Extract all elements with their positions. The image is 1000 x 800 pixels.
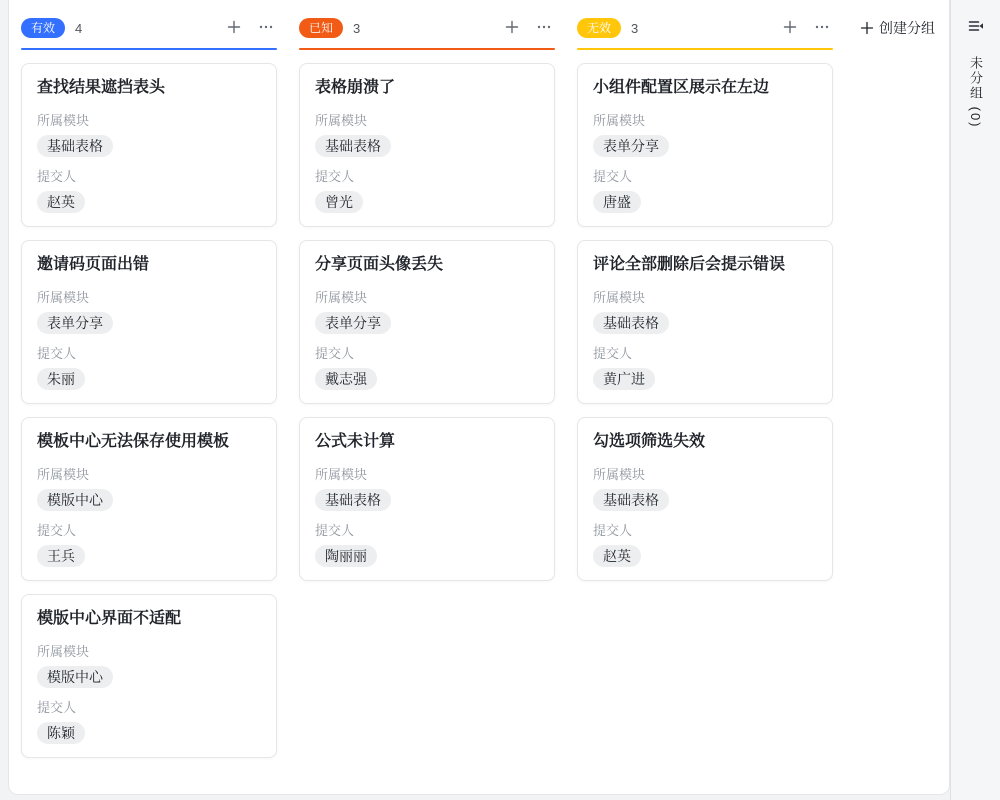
ellipsis-icon <box>258 19 274 38</box>
card-title: 查找结果遮挡表头 <box>37 79 166 96</box>
card-title: 邀请码页面出错 <box>37 256 150 273</box>
add-record-button[interactable] <box>223 17 245 39</box>
group-status-badge[interactable]: 有效 <box>21 18 65 38</box>
group-color-bar <box>577 48 833 50</box>
module-field-label: 所属模块 <box>593 467 646 482</box>
module-tag: 模版中心 <box>37 489 113 511</box>
submitter-tag: 朱丽 <box>37 368 85 390</box>
ellipsis-icon <box>536 19 552 38</box>
submitter-field-label: 提交人 <box>37 700 77 715</box>
module-tag: 基础表格 <box>593 489 669 511</box>
kanban-card[interactable] <box>21 417 277 581</box>
module-field-label: 所属模块 <box>315 290 368 305</box>
submitter-tag: 戴志强 <box>315 368 377 390</box>
module-field-label: 所属模块 <box>593 113 646 128</box>
create-group-button[interactable] <box>858 17 937 39</box>
group-more-button[interactable] <box>811 17 833 39</box>
submitter-tag: 王兵 <box>37 545 85 567</box>
group-count: 4 <box>75 20 83 36</box>
card-title: 模板中心无法保存使用模板 <box>37 433 230 450</box>
module-tag: 表单分享 <box>37 312 113 334</box>
submitter-tag: 黄广进 <box>593 368 655 390</box>
submitter-field-label: 提交人 <box>593 169 633 184</box>
module-field-label: 所属模块 <box>37 644 90 659</box>
plus-icon <box>860 21 874 35</box>
submitter-tag: 曾光 <box>315 191 363 213</box>
module-tag: 基础表格 <box>593 312 669 334</box>
module-field-label: 所属模块 <box>593 290 646 305</box>
group-color-bar <box>299 48 555 50</box>
kanban-column <box>21 0 277 758</box>
submitter-tag: 赵英 <box>37 191 85 213</box>
kanban-card[interactable] <box>21 240 277 404</box>
module-tag: 表单分享 <box>315 312 391 334</box>
module-tag: 基础表格 <box>37 135 113 157</box>
right-panel <box>950 0 1000 800</box>
group-more-button[interactable] <box>255 17 277 39</box>
group-more-button[interactable] <box>533 17 555 39</box>
card-title: 评论全部删除后会提示错误 <box>593 256 786 273</box>
module-tag: 基础表格 <box>315 135 391 157</box>
card-title: 分享页面头像丢失 <box>315 256 444 273</box>
group-count: 3 <box>631 20 639 36</box>
plus-icon <box>226 19 242 38</box>
submitter-field-label: 提交人 <box>315 346 355 361</box>
card-title: 表格崩溃了 <box>315 79 396 96</box>
submitter-field-label: 提交人 <box>593 346 633 361</box>
kanban-card[interactable] <box>299 417 555 581</box>
card-title: 模版中心界面不适配 <box>37 610 182 627</box>
ellipsis-icon <box>814 19 830 38</box>
submitter-tag: 陈颖 <box>37 722 85 744</box>
kanban-card[interactable] <box>577 240 833 404</box>
create-group-label: 创建分组 <box>879 20 935 36</box>
group-header <box>299 0 555 39</box>
kanban-column <box>577 0 833 581</box>
submitter-field-label: 提交人 <box>315 169 355 184</box>
kanban-card[interactable] <box>21 63 277 227</box>
group-status-badge[interactable]: 已知 <box>299 18 343 38</box>
group-status-badge[interactable]: 无效 <box>577 18 621 38</box>
card-title: 勾选项筛选失效 <box>593 433 706 450</box>
kanban-board <box>8 0 950 795</box>
kanban-columns <box>9 0 949 758</box>
plus-icon <box>504 19 520 38</box>
submitter-tag: 唐盛 <box>593 191 641 213</box>
module-field-label: 所属模块 <box>37 467 90 482</box>
submitter-field-label: 提交人 <box>37 346 77 361</box>
kanban-card[interactable] <box>21 594 277 758</box>
expand-panel-button[interactable] <box>963 14 989 40</box>
module-field-label: 所属模块 <box>37 113 90 128</box>
ungrouped-stack-label[interactable]: 未分组 (0) <box>968 56 983 129</box>
module-tag: 表单分享 <box>593 135 669 157</box>
submitter-field-label: 提交人 <box>37 169 77 184</box>
group-color-bar <box>21 48 277 50</box>
card-title: 公式未计算 <box>315 433 396 450</box>
module-field-label: 所属模块 <box>315 113 368 128</box>
collapse-panel-icon <box>967 17 985 38</box>
kanban-card[interactable] <box>299 240 555 404</box>
group-header <box>577 0 833 39</box>
kanban-card[interactable] <box>299 63 555 227</box>
add-record-button[interactable] <box>779 17 801 39</box>
module-field-label: 所属模块 <box>37 290 90 305</box>
module-tag: 基础表格 <box>315 489 391 511</box>
card-title: 小组件配置区展示在左边 <box>593 79 770 96</box>
kanban-column <box>299 0 555 581</box>
group-count: 3 <box>353 20 361 36</box>
module-tag: 模版中心 <box>37 666 113 688</box>
submitter-field-label: 提交人 <box>37 523 77 538</box>
add-record-button[interactable] <box>501 17 523 39</box>
submitter-field-label: 提交人 <box>593 523 633 538</box>
group-header <box>21 0 277 39</box>
kanban-card[interactable] <box>577 63 833 227</box>
submitter-tag: 陶丽丽 <box>315 545 377 567</box>
submitter-field-label: 提交人 <box>315 523 355 538</box>
submitter-tag: 赵英 <box>593 545 641 567</box>
kanban-card[interactable] <box>577 417 833 581</box>
plus-icon <box>782 19 798 38</box>
module-field-label: 所属模块 <box>315 467 368 482</box>
